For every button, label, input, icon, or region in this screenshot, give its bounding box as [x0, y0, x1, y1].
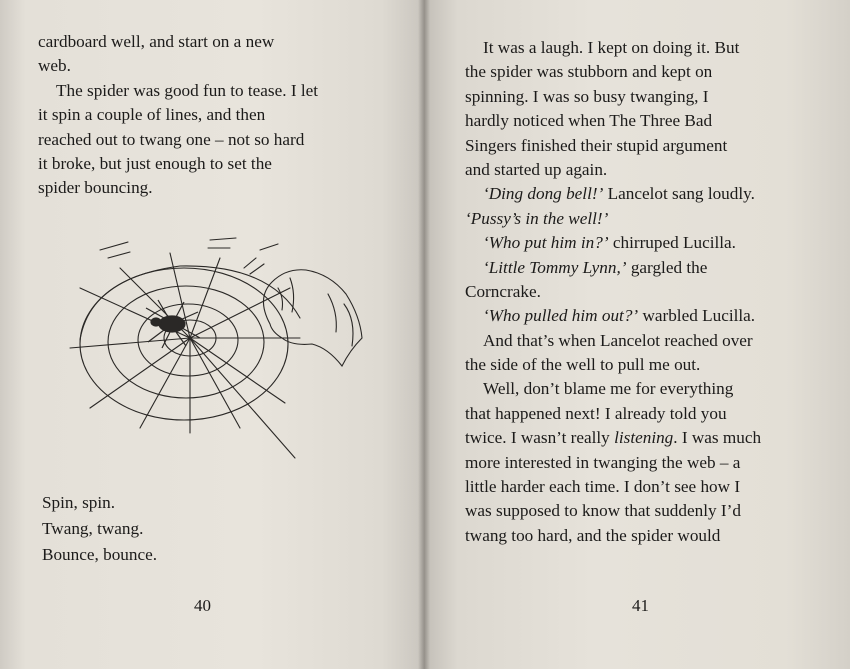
left-page [0, 0, 424, 669]
book-gutter-shadow [418, 0, 430, 669]
text-segment: twice. I wasn’t really [465, 428, 615, 448]
text-line: that happened next! I already told you [465, 403, 727, 423]
text-line: Spin, spin. [42, 493, 116, 512]
dialogue-tag: Lancelot sang loudly. [603, 184, 755, 204]
spider-web-illustration [60, 228, 390, 473]
text-line: Singers finished their stupid argument [465, 135, 728, 155]
dialogue-quote: ‘Who put him in?’ [483, 233, 609, 253]
right-page [424, 0, 850, 669]
text-line: spinning. I was so busy twanging, I [465, 86, 709, 106]
text-line: the spider was stubborn and kept on [465, 62, 713, 82]
text-line: cardboard well, and start on a new [38, 32, 275, 51]
text-line: it broke, but just enough to set the [38, 153, 272, 173]
text-line: The spider was good fun to tease. I let [56, 80, 319, 100]
left-page-text [38, 30, 398, 201]
text-line: little harder each time. I don’t see how I [465, 477, 741, 497]
dialogue-line [465, 304, 835, 328]
text-line: it spin a couple of lines, and then [38, 105, 266, 125]
dialogue-tag: warbled Lucilla. [638, 306, 756, 326]
page-number: 40 [194, 596, 211, 615]
dialogue-line [465, 256, 835, 280]
emphasis-word: listening [614, 428, 674, 448]
dialogue-line [465, 280, 835, 304]
text-line: reached out to twang one – not so hard [38, 129, 305, 149]
text-line: Bounce, bounce. [42, 545, 158, 564]
text-line: and started up again. [465, 159, 608, 179]
dialogue-quote: ‘Ding dong bell!’ [483, 184, 604, 204]
text-line-with-emphasis [465, 426, 835, 450]
text-line: hardly noticed when The Three Bad [465, 111, 713, 131]
dialogue-quote: ‘Little Tommy Lynn,’ [483, 257, 627, 277]
page-number: 41 [632, 596, 649, 615]
right-page-text [465, 36, 835, 548]
dialogue-tag: chirruped Lucilla. [608, 233, 736, 253]
text-line: It was a laugh. I kept on doing it. But [483, 38, 740, 57]
text-line: spider bouncing. [38, 178, 153, 198]
dialogue-line [465, 231, 835, 255]
text-line: web. [38, 56, 71, 76]
dialogue-tag: Corncrake. [465, 281, 541, 301]
text-line: And that’s when Lancelot reached over [483, 330, 753, 350]
text-line: Well, don’t blame me for everything [483, 379, 734, 399]
text-segment: . I was much [673, 428, 762, 448]
text-line: twang too hard, and the spider would [465, 525, 721, 545]
dialogue-quote: ‘Who pulled him out?’ [483, 306, 639, 326]
spin-twang-bounce-lines [42, 490, 157, 568]
text-line: Twang, twang. [42, 519, 144, 538]
text-line: the side of the well to pull me out. [465, 355, 701, 375]
dialogue-line [465, 182, 835, 206]
dialogue-quote: ‘Pussy’s in the well!’ [465, 208, 609, 228]
dialogue-tag: gargled the [626, 257, 708, 277]
text-line: more interested in twanging the web – a [465, 452, 741, 472]
dialogue-line [465, 207, 835, 231]
text-line: was supposed to know that suddenly I’d [465, 501, 741, 521]
